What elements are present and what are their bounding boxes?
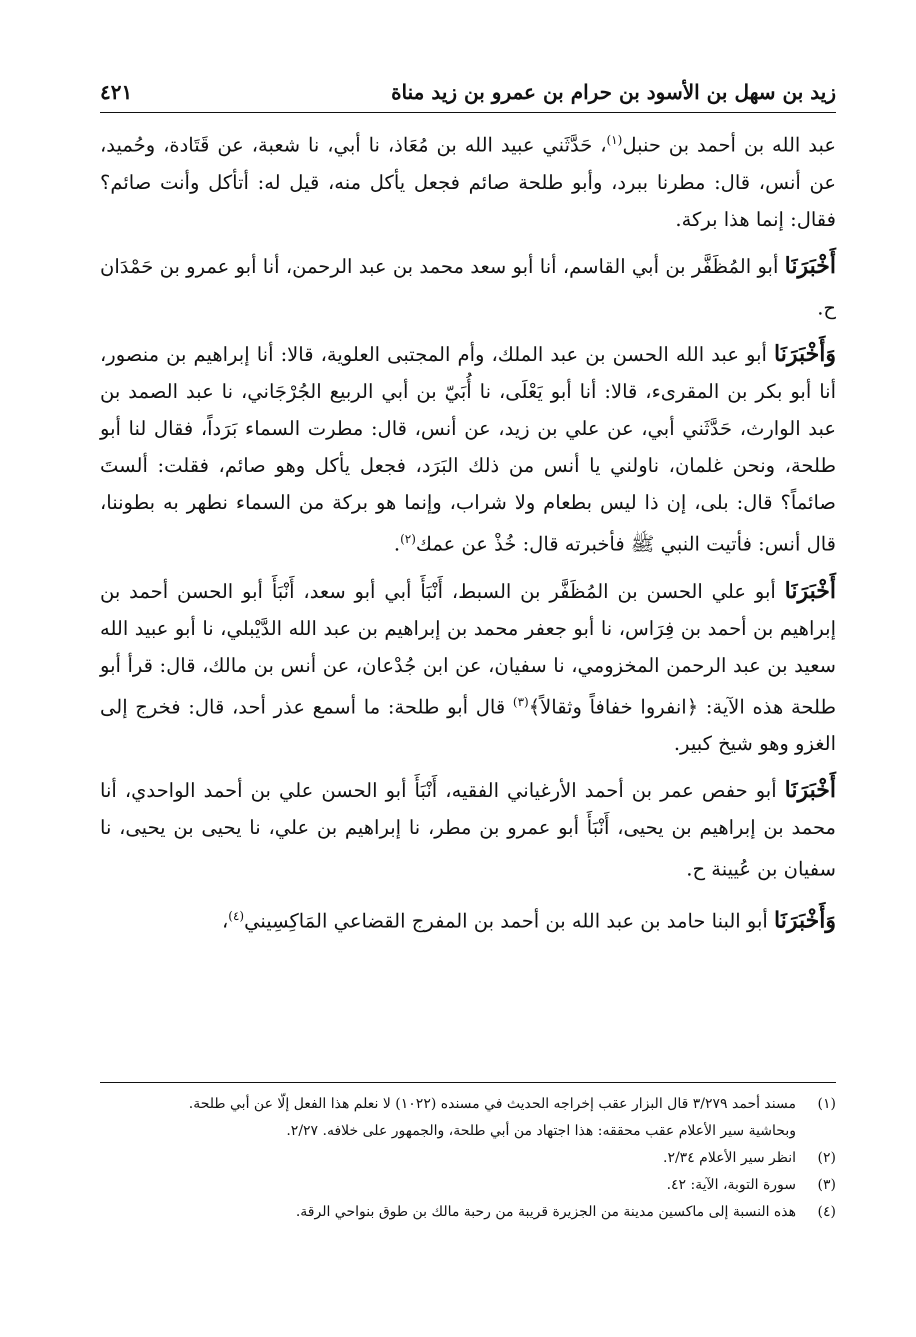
footnote-ref[interactable]: (٣) xyxy=(512,694,529,709)
footnote xyxy=(100,1091,836,1118)
footnote-text: انظر سير الأعلام ٢/٣٤. xyxy=(662,1150,796,1166)
footnote-text: هذه النسبة إلى ماكسين مدينة من الجزيرة قريبة من رحبة مالك بن طوق بنواحي الرقة. xyxy=(295,1204,796,1220)
footnote-text: سورة التوبة، الآية: ٤٢. xyxy=(666,1177,796,1193)
paragraph-text: أبو البنا حامد بن عبد الله بن أحمد بن المفرج القضاعي المَاكِسِيني xyxy=(244,909,775,932)
paragraph-text-after: قال أبو طلحة: ما أسمع عذر أحد، قال: فخرج إلى الغزو وهو شيخ كبير. xyxy=(100,695,836,755)
narration-keyword: أَخْبَرَنَا xyxy=(784,777,836,803)
footnote-ref[interactable]: (٤) xyxy=(228,908,245,923)
paragraph-text-after: ، حَدَّثَني عبيد الله بن مُعَاذ، نا أبي، نا شعبة، عن قَتَادة، وحُميد، عن أنس، قال: مطرنا ببرد، وأبو طلحة صائم فجعل يأكل منه، قيل له: أتأكل وأنت صائم؟ فقال: إنما هذا بركة. xyxy=(100,133,836,231)
paragraph xyxy=(100,898,836,940)
footnote-number: (١) xyxy=(817,1096,836,1112)
page-number: ٤٢١ xyxy=(100,80,133,104)
footnote-continuation: وبحاشية سير الأعلام عقب محققه: هذا اجتهاد من أبي طلحة، والجمهور على خلافه. ٢/٢٧. xyxy=(286,1123,796,1139)
footnotes xyxy=(100,1082,836,1226)
main-text xyxy=(100,122,836,949)
footnote-ref[interactable]: (٢) xyxy=(400,532,416,546)
narration-keyword: وَأَخْبَرَنَا xyxy=(774,907,836,933)
footnote xyxy=(100,1145,836,1172)
paragraph-text: أبو حفص عمر بن أحمد الأرغياني الفقيه، أَنْبَأَ أبو الحسن علي بن أحمد الواحدي، أنا محمد بن إبراهيم بن يحيى، أَنْبَأَ أبو عمرو بن مطر، نا إبراهيم بن علي، نا يحيى بن يحيى، نا سفيان بن عُيينة ح. xyxy=(100,779,836,881)
paragraph-text: عبد الله بن أحمد بن حنبل xyxy=(622,133,836,157)
paragraph xyxy=(100,772,836,888)
paragraph-text: أبو المُظَفَّر بن أبي القاسم، أنا أبو سعد محمد بن عبد الرحمن، أنا أبو عمرو بن حَمْدَان ح. xyxy=(100,254,836,319)
running-title: زيد بن سهل بن الأسود بن حرام بن عمرو بن زيد مناة xyxy=(391,80,836,104)
footnote xyxy=(100,1199,836,1226)
narration-keyword: أَخْبَرَنَا xyxy=(784,252,836,279)
footnote xyxy=(100,1172,836,1199)
footnote-number: (٣) xyxy=(817,1177,836,1193)
paragraph xyxy=(100,336,836,563)
footnote-number: (٤) xyxy=(817,1204,836,1220)
paragraph-text-after: ، xyxy=(221,909,229,932)
paragraph xyxy=(100,573,836,763)
narration-keyword: وَأَخْبَرَنَا xyxy=(774,341,836,367)
paragraph xyxy=(100,122,836,238)
footnote-text: مسند أحمد ٣/٢٧٩ قال البزار عقب إخراجه الحديث في مسنده (١٠٢٢) لا نعلم هذا الفعل إلّا عن أبي طلحة. xyxy=(188,1096,796,1112)
paragraph-text: أبو عبد الله الحسن بن عبد الملك، وأم المجتبى العلوية، قالا: أنا إبراهيم بن منصور، أنا أبو بكر بن المقرىء، قالا: أنا أبو يَعْلَى، نا أُبَيّ بن أبي الربيع الجُرْجَاني، نا عبد الصمد بن عبد الوارث، حَدَّثَني أبي، عن علي بن زيد، عن أنس، قال: مطرت السماء بَرَداً، فقال لنا أبو طلحة، ونحن غلمان، ناولني يا أنس من ذلك البَرَد، فجعل يأكل وهو صائم، فقلت: ألستَ صائماً؟ قال: بلى، إن ذا ليس بطعام ولا شراب، وإنما هو بركة من السماء نطهر به بطوننا، قال أنس: فأتيت النبي ﷺ فأخبرته قال: خُذْ عن عمك xyxy=(100,343,836,556)
footnote-number: (٢) xyxy=(817,1150,836,1166)
page-header xyxy=(100,72,836,113)
paragraph-text: أبو علي الحسن بن المُظَفَّر بن السبط، أَنْبَأَ أبي أبو سعد، أَنْبَأَ أبو الحسن أحمد بن إبراهيم بن أحمد بن فِرَاس، نا أبو جعفر محمد بن إبراهيم بن عبد الله الدَّيْبلي، نا أبو عبيد الله سعيد بن عبد الرحمن المخزومي، نا سفيان، عن ابن جُدْعان، عن أنس بن مالك، قال: قرأ أبو طلحة هذه الآية: ﴿انفروا خفافاً وثقالاً﴾ xyxy=(100,579,836,718)
paragraph-text-after: . xyxy=(393,532,401,556)
narration-keyword: أَخْبَرَنَا xyxy=(784,577,836,604)
paragraph xyxy=(100,248,836,327)
footnote-ref[interactable]: (١) xyxy=(606,133,623,147)
